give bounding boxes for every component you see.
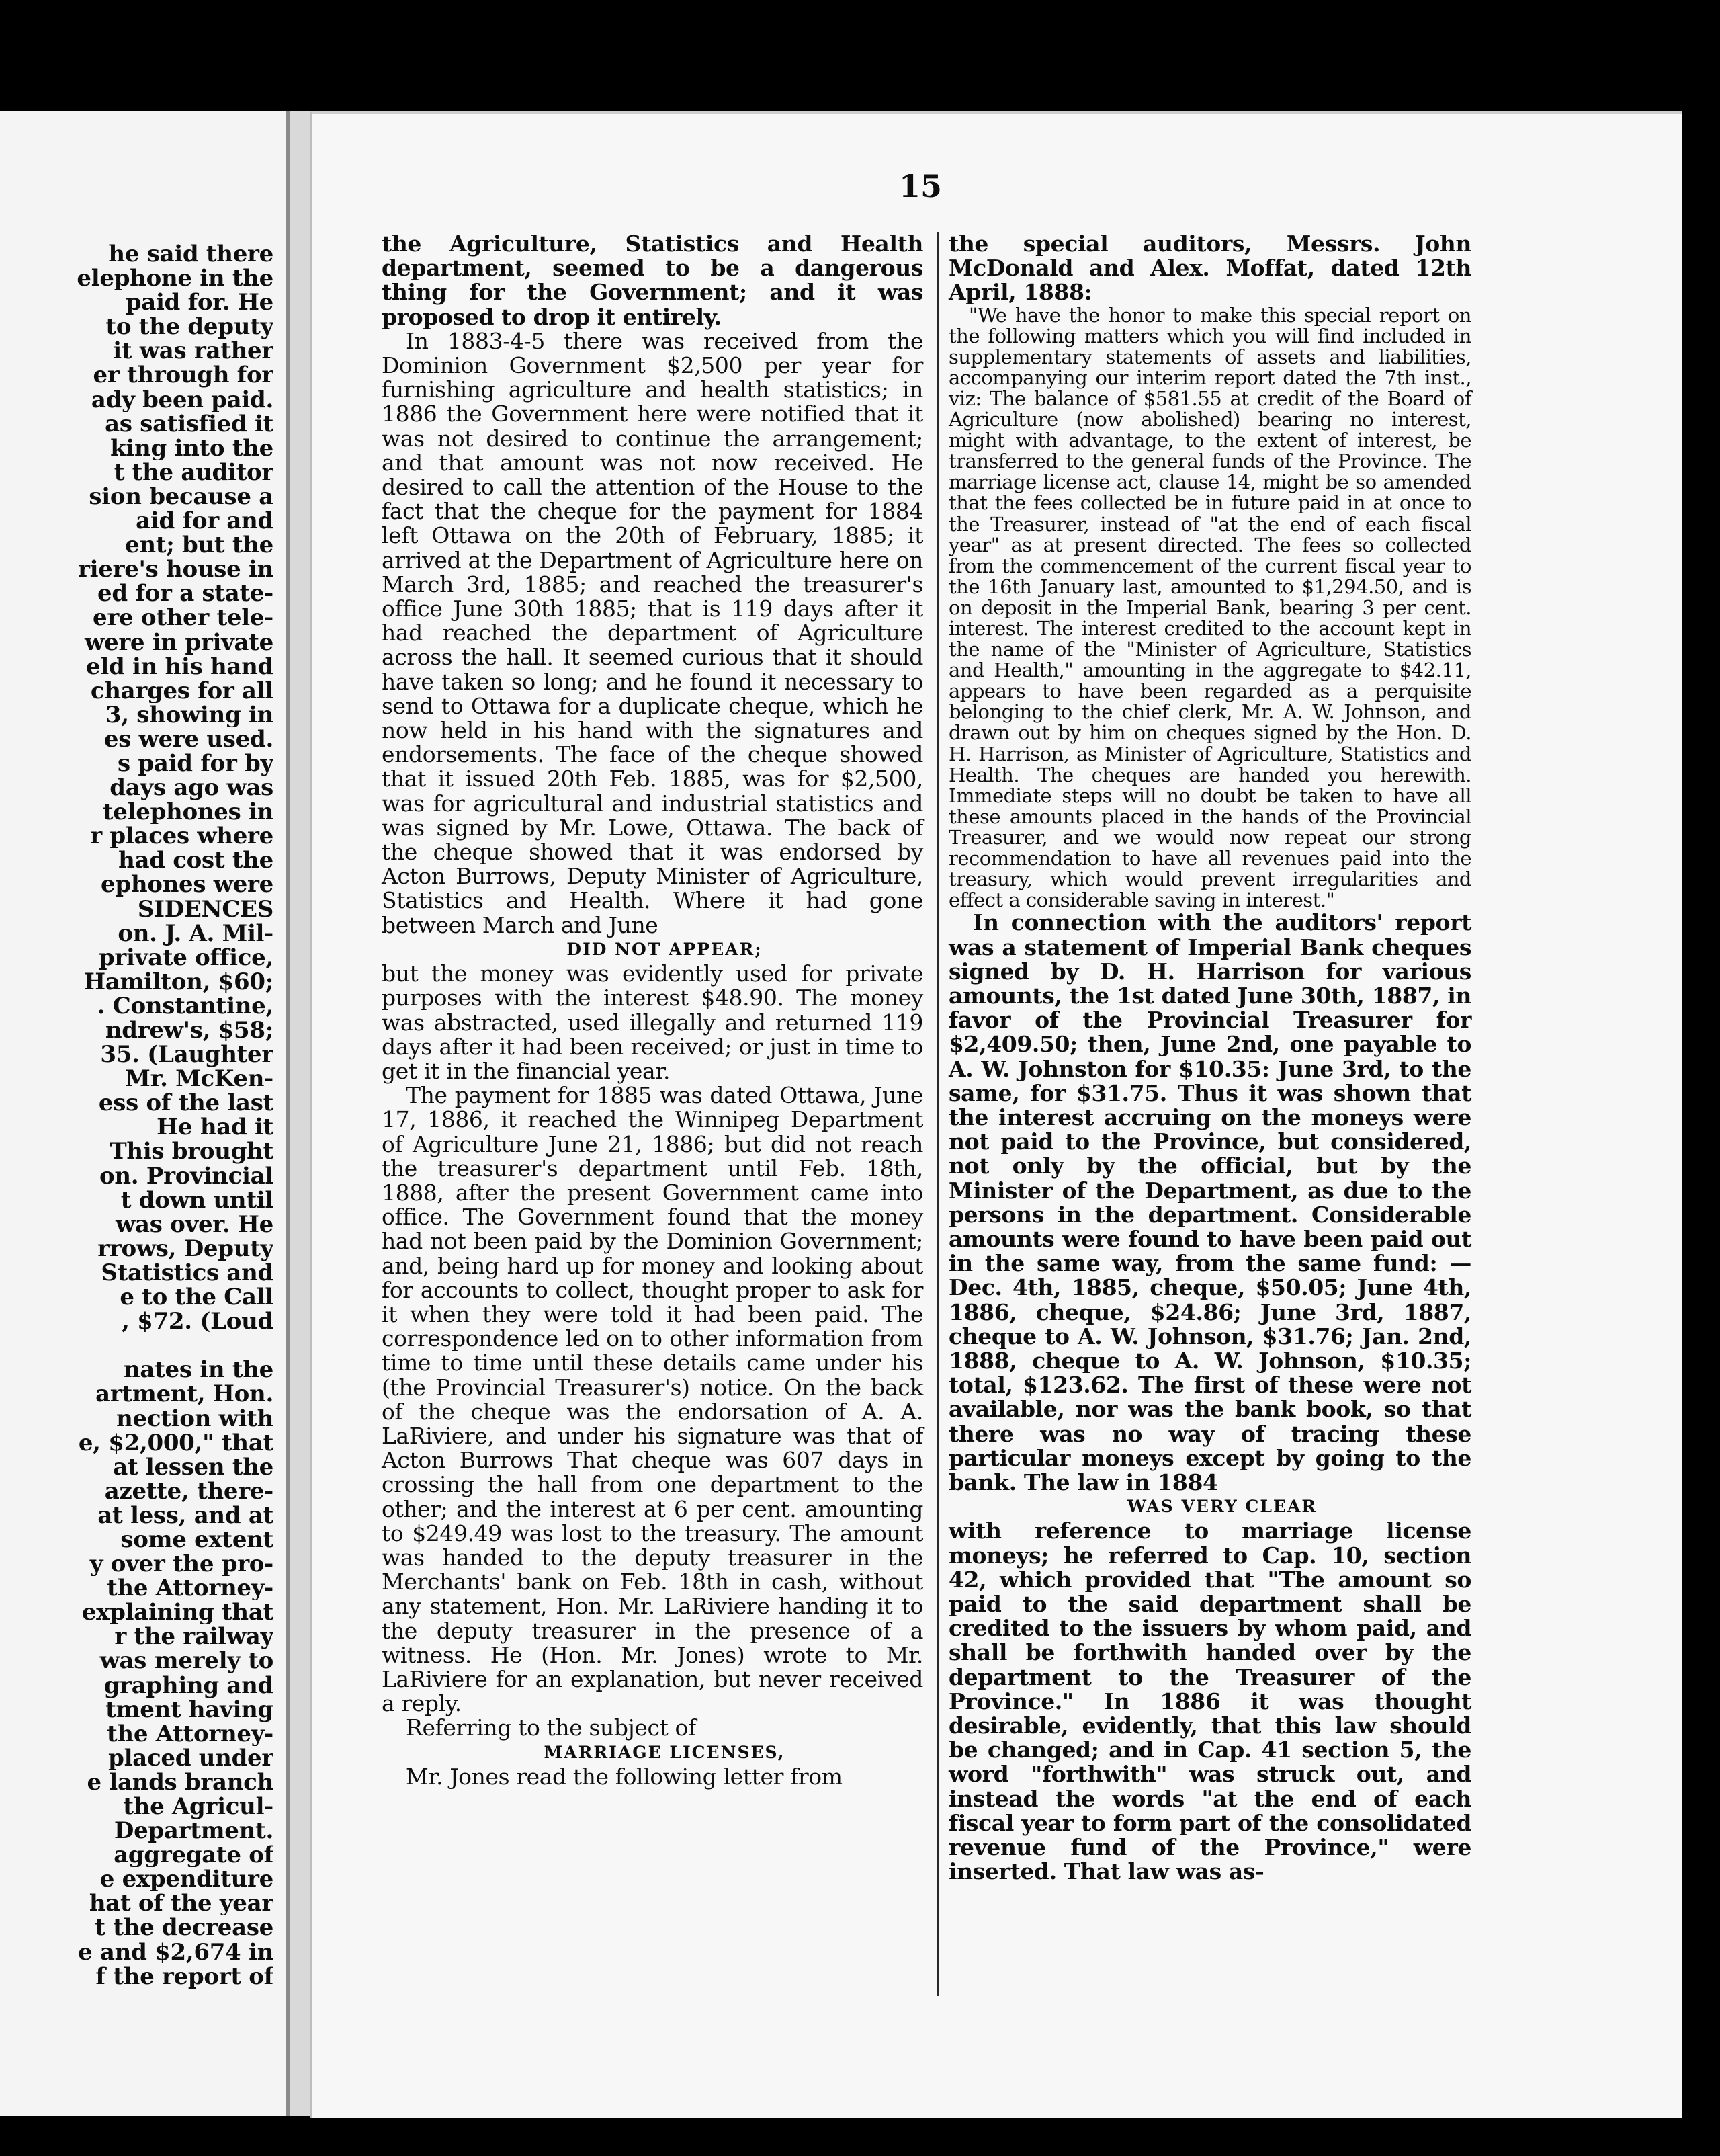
previous-page-line: s paid for by xyxy=(118,751,273,776)
previous-page-line: elephone in the xyxy=(77,266,273,291)
previous-page-line: t the auditor xyxy=(114,460,273,485)
previous-page-line: telephones in xyxy=(102,800,273,825)
previous-page-line: the Agricul- xyxy=(123,1794,273,1819)
previous-page-line: tment having xyxy=(105,1697,273,1722)
auditors-letter-quote xyxy=(949,305,1471,911)
previous-page-fragment xyxy=(0,111,290,2116)
left-paragraph-4: The payment for 1885 was dated Ottawa, June 17, 1886, it reached the Winnipeg Department of Agriculture June 21, 1886; but did not reach the treasurer's department until Feb. 18th, 1888, after the present Government came into office. The Government found that the money had not been paid by the Dominion Government; and, being hard up for money and looking about for accounts to collect, thought proper to ask for it when they were told it had been paid. The correspondence led on to other information from time to time until these details came under his (the Provincial Treasurer's) notice. On the back of the cheque was the endorsation of A. A. LaRiviere, and under his signature was that of Acton Burrows That cheque was 607 days in crossing the hall from one department to the other; and the interest at 6 per cent. amounting to $249.49 was lost to the treasury. The amount was handed to the deputy treasurer in the Merchants' bank on Feb. 18th in cash, without any statement, Hon. Mr. LaRiviere handing it to the deputy treasurer in the presence of a witness. He (Hon. Mr. Jones) wrote to Mr. LaRiviere for an explanation, but never received a reply. xyxy=(382,1082,923,1717)
previous-page-line: Statistics and xyxy=(101,1260,273,1286)
left-paragraph-1-text: the Agriculture, Statistics and Health department, seemed to be a dangerous thing for the Government; and it was proposed to drop it entirely. xyxy=(382,231,923,330)
previous-page-line: some extent xyxy=(120,1527,273,1552)
right-column xyxy=(949,232,1471,1884)
previous-page-line: er through for xyxy=(93,363,273,388)
left-column xyxy=(382,232,923,1789)
previous-page-line: ephones were xyxy=(101,872,273,897)
scan-border-right xyxy=(1680,0,1720,2156)
left-subheading-did-not-appear: DID NOT APPEAR; xyxy=(566,939,763,959)
right-paragraph-1-text: the special auditors, Messrs. John McDonald and Alex. Moffat, dated 12th April, 1888: xyxy=(949,231,1471,306)
previous-page-line: placed under xyxy=(108,1745,273,1770)
previous-page-line: on. Provincial xyxy=(99,1163,273,1188)
previous-page-text xyxy=(0,242,273,1989)
previous-page-line: Department. xyxy=(114,1819,273,1843)
previous-page-line: Mr. McKen- xyxy=(125,1067,273,1091)
previous-page-line: at lessen the xyxy=(113,1454,273,1479)
previous-page-line: it was rather xyxy=(113,339,273,364)
previous-page-line: Hamilton, $60; xyxy=(83,969,273,994)
previous-page-line: t down until xyxy=(120,1188,273,1212)
previous-page-line: , $72. (Loud xyxy=(122,1309,273,1334)
previous-page-line: es were used. xyxy=(103,727,273,751)
previous-page-line: had cost the xyxy=(118,848,273,873)
previous-page-line: to the deputy xyxy=(105,315,273,339)
previous-page-line: days ago was xyxy=(110,776,273,800)
scan-border-top xyxy=(0,0,1720,111)
right-paragraph-2: In connection with the auditors' report was a statement of Imperial Bank cheques signed by D. H. Harrison for various amounts, the 1st dated June 30th, 1887, in favor of the Provincial Treasurer for $2,409.50; then, June 2nd, one payable to A. W. Johnston for $10.35: June 3rd, to the same, for $31.75. Thus it was shown that the interest accruing on the moneys were not paid to the Province, but considered, not only by the official, but by the Minister of the Department, as due to the persons in the department. Considerable amounts were found to have been paid out in the same way, from the same fund: —Dec. 4th, 1885, cheque, $50.05; June 4th, 1886, cheque, $24.86; June 3rd, 1887, cheque to A. W. Johnson, $31.76; Jan. 2nd, 1888, cheque to A. W. Johnson, $10.35; total, $123.62. The first of these were not available, nor was the bank book, so that there was no way of tracing these particular moneys except by going to the bank. The law in 1884 xyxy=(949,909,1471,1495)
previous-page-line: at less, and at xyxy=(97,1503,273,1528)
scan-border-bottom xyxy=(0,2116,1720,2156)
previous-page-line: eld in his hand xyxy=(86,654,273,679)
previous-page-line: This brought xyxy=(110,1139,273,1164)
previous-page-line: ess of the last xyxy=(98,1091,273,1116)
previous-page-line: the Attorney- xyxy=(107,1576,273,1601)
previous-page-line xyxy=(0,1333,273,1358)
previous-page-line: e expenditure xyxy=(99,1867,273,1892)
previous-page-line: hat of the year xyxy=(89,1891,273,1916)
previous-page-line: as satisfied it xyxy=(105,411,273,436)
previous-page-line: artment, Hon. xyxy=(95,1382,273,1407)
previous-page-line: e and $2,674 in xyxy=(78,1940,273,1964)
previous-page-line: ady been paid. xyxy=(91,387,273,412)
previous-page-line: nates in the xyxy=(124,1358,273,1382)
previous-page-line: azette, there- xyxy=(104,1479,273,1503)
left-paragraph-6: Mr. Jones read the following letter from xyxy=(406,1763,843,1790)
left-subheading-marriage-licenses: MARRIAGE LICENSES, xyxy=(544,1742,785,1762)
previous-page-line: e, $2,000," that xyxy=(78,1430,273,1455)
left-paragraph-1 xyxy=(382,232,923,329)
previous-page-line: aid for and xyxy=(136,509,273,534)
previous-page-line: . Constantine, xyxy=(97,993,273,1018)
previous-page-line: was over. He xyxy=(116,1212,273,1237)
previous-page-line: SIDENCES xyxy=(137,897,273,921)
previous-page-line: graphing and xyxy=(103,1673,273,1698)
previous-page-line: 3, showing in xyxy=(105,702,273,727)
auditors-letter-text: "We have the honor to make this special report on the following matters which you will find included in supplementary statements of assets and liabilities, accompanying our interim report dated the 7th inst., viz: The balance of $581.55 at credit of the Board of Agriculture (now abolished) bearing no interest, might with advantage, to the extent of interest, be transferred to the general funds of the Province. The marriage license act, clause 14, might be so amended that the fees collected be in future paid in at once to the Treasurer, instead of "at the end of each fiscal year" as at present directed. The fees so collected from the commencement of the current fiscal year to the 16th January last, amounted to $1,294.50, and is on deposit in the Imperial Bank, bearing 3 per cent. interest. The interest credited to the account kept in the name of the "Minister of Agriculture, Statistics and Health," amounting in the aggregate to $42.11, appears to have been regarded as a perquisite belonging to the chief clerk, Mr. A. W. Johnson, and drawn out by him on cheques signed by the Hon. D. H. Harrison, as Minister of Agriculture, Statistics and Health. The cheques are handed you herewith. Immediate steps will no doubt be taken to have all these amounts placed in the hands of the Provincial Treasurer, and we would now repeat our strong recommendation to have all revenues paid into the treasury, which would prevent irregularities and effect a considerable saving in interest." xyxy=(949,303,1471,912)
previous-page-line: the Attorney- xyxy=(107,1721,273,1746)
left-paragraph-3: but the money was evidently used for private purposes with the interest $48.90. The money was abstracted, used illegally and returned 119 days after it had been received; or just in time to get it in the financial year. xyxy=(382,960,923,1084)
previous-page-line: e to the Call xyxy=(120,1285,273,1310)
right-paragraph-3: with reference to marriage license moneys; he referred to Cap. 10, section 42, which provided that "The amount so paid to the said department shall be credited to the issuers by whom paid, and shall be forthwith handed over by the department to the Treasurer of the Province." In 1886 it was thought desirable, evidently, that this law should be changed; and in Cap. 41 section 5, the word "forthwith" was struck out, and instead the words "at the end of each fiscal year to form part of the consolidated revenue fund of the Province," were inserted. That law was as- xyxy=(949,1518,1471,1885)
previous-page-line: private office, xyxy=(98,945,273,970)
page-number: 15 xyxy=(898,168,942,204)
right-paragraph-1 xyxy=(949,232,1471,305)
previous-page-line: ndrew's, $58; xyxy=(105,1018,273,1043)
previous-page-line: ed for a state- xyxy=(97,581,273,606)
previous-page-line: paid for. He xyxy=(125,290,273,315)
previous-page-line: e lands branch xyxy=(87,1770,273,1794)
previous-page-line: r places where xyxy=(90,824,273,849)
previous-page-line: 35. (Laughter xyxy=(100,1042,273,1067)
previous-page-line: y over the pro- xyxy=(89,1552,273,1577)
previous-page-line: sion because a xyxy=(89,484,273,509)
previous-page-line: nection with xyxy=(116,1406,273,1431)
column-divider xyxy=(937,232,939,1996)
previous-page-line: aggregate of xyxy=(114,1843,273,1868)
previous-page-line: king into the xyxy=(110,436,273,460)
previous-page-line: riere's house in xyxy=(78,557,273,582)
previous-page-line: f the report of xyxy=(95,1964,273,1989)
previous-page-line: He had it xyxy=(157,1115,273,1140)
previous-page-line: charges for all xyxy=(90,678,273,703)
previous-page-line: explaining that xyxy=(81,1600,273,1625)
previous-page-line: r the railway xyxy=(114,1624,273,1649)
previous-page-line: on. J. A. Mil- xyxy=(118,921,273,946)
previous-page-line: were in private xyxy=(85,630,273,655)
previous-page-line: ere other tele- xyxy=(93,606,273,630)
left-paragraph-2: In 1883-4-5 there was received from the Dominion Government $2,500 per year for furnishing agriculture and health statistics; in 1886 the Government here were notified that it was not desired to continue the arrangement; and that amount was not now received. He desired to call the attention of the House to the fact that the cheque for the payment for 1884 left Ottawa on the 20th of February, 1885; it arrived at the Department of Agriculture here on March 3rd, 1885; and reached the treasurer's office June 30th 1885; that is 119 days after it had reached the department of Agriculture across the hall. It seemed curious that it should have taken so long; and he found it necessary to send to Ottawa for a duplicate cheque, which he now held in his hand with the signatures and endorsements. The face of the cheque showed that it issued 20th Feb. 1885, was for $2,500, was for agricultural and industrial statistics and was signed by Mr. Lowe, Ottawa. The back of the cheque showed that it was endorsed by Acton Burrows, Deputy Minister of Agriculture, Statistics and Health. Where it had gone between March and June xyxy=(382,327,923,938)
left-paragraph-5: Referring to the subject of xyxy=(406,1714,696,1741)
previous-page-line: ent; but the xyxy=(125,533,273,558)
right-subheading-was-very-clear: WAS VERY CLEAR xyxy=(1127,1497,1318,1517)
previous-page-line: he said there xyxy=(108,242,273,267)
previous-page-line: t the decrease xyxy=(95,1915,273,1940)
page-gutter xyxy=(290,111,310,2116)
previous-page-line: rrows, Deputy xyxy=(97,1236,273,1261)
previous-page-line: was merely to xyxy=(99,1649,273,1673)
